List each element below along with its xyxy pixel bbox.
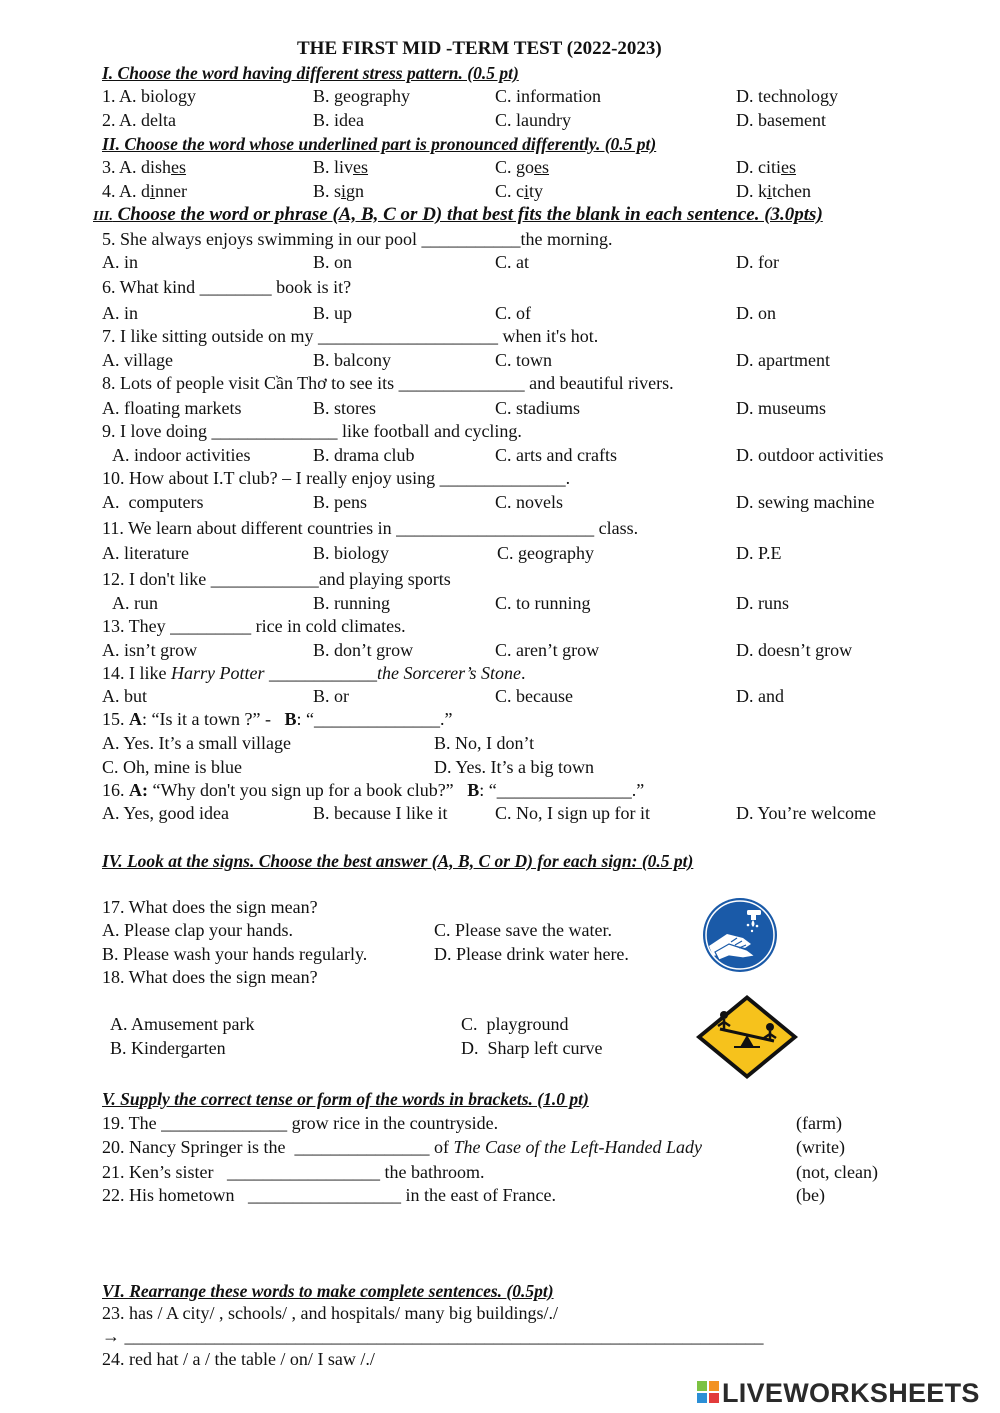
q6-stem: 6. What kind ________ book is it?	[102, 277, 352, 297]
q16-option-c[interactable]: C. No, I sign up for it	[495, 803, 650, 823]
q7-stem: 7. I like sitting outside on my ____________________ when it's hot.	[102, 326, 599, 346]
q8-option-c[interactable]: C. stadiums	[495, 398, 581, 418]
q1-option-b[interactable]: B. geography	[313, 86, 410, 106]
section-4-heading: IV. Look at the signs. Choose the best answer (A, B, C or D) for each sign: (0.5 pt)	[102, 851, 694, 871]
q8-option-a[interactable]: A. floating markets	[102, 398, 242, 418]
q13-option-d[interactable]: D. doesn’t grow	[736, 640, 853, 660]
q15-stem: 15. A: “Is it a town ?” - B: “______________.”	[102, 709, 453, 729]
q10-option-a[interactable]: A. computers	[102, 492, 204, 512]
q13-option-c[interactable]: C. aren’t grow	[495, 640, 600, 660]
q12-option-c[interactable]: C. to running	[495, 593, 591, 613]
liveworksheets-logo	[697, 1378, 980, 1408]
q8-stem: 8. Lots of people visit Cần Thơ to see its ______________ and beautiful rivers.	[102, 373, 674, 393]
q5-option-b[interactable]: B. on	[313, 252, 353, 272]
q15-option-a[interactable]: A. Yes. It’s a small village	[102, 733, 291, 753]
q16-stem: 16. A: “Why don't you sign up for a book club?” B: “_______________.”	[102, 780, 645, 800]
q9-option-c[interactable]: C. arts and crafts	[495, 445, 617, 465]
q18-option-c[interactable]: C. playground	[461, 1014, 569, 1034]
q17-option-b[interactable]: B. Please wash your hands regularly.	[102, 944, 368, 964]
q22-stem: 22. His hometown _________________ in the east of France.	[102, 1185, 556, 1205]
q9-stem: 9. I love doing ______________ like football and cycling.	[102, 421, 522, 441]
q14-option-a[interactable]: A. but	[102, 686, 147, 706]
section-6-heading: VI. Rearrange these words to make complete sentences. (0.5pt)	[102, 1281, 554, 1301]
q17-option-d[interactable]: D. Please drink water here.	[434, 944, 629, 964]
q10-option-d[interactable]: D. sewing machine	[736, 492, 875, 512]
q8-option-d[interactable]: D. museums	[736, 398, 826, 418]
section-5-heading: V. Supply the correct tense or form of the words in brackets. (1.0 pt)	[102, 1089, 589, 1109]
q23-stem: 23. has / A city/ , schools/ , and hospitals/ many big buildings/./	[102, 1303, 558, 1323]
q16-option-a[interactable]: A. Yes, good idea	[102, 803, 230, 823]
q9-option-b[interactable]: B. drama club	[313, 445, 415, 465]
q23-answer-line[interactable]: → _______________________________________________________________________	[102, 1326, 764, 1346]
q10-option-c[interactable]: C. novels	[495, 492, 564, 512]
q15-option-d[interactable]: D. Yes. It’s a big town	[434, 757, 595, 777]
q22-word: (be)	[796, 1185, 825, 1205]
section-1-heading: I. Choose the word having different stress pattern. (0.5 pt)	[102, 63, 519, 83]
q4-option-c[interactable]: C. city	[495, 181, 544, 201]
q14-option-b[interactable]: B. or	[313, 686, 349, 706]
q6-option-b[interactable]: B. up	[313, 303, 353, 323]
q5-option-d[interactable]: D. for	[736, 252, 779, 272]
q16-option-b[interactable]: B. because I like it	[313, 803, 448, 823]
q12-option-b[interactable]: B. running	[313, 593, 391, 613]
q4-option-b[interactable]: B. sign	[313, 181, 365, 201]
q21-word: (not, clean)	[796, 1162, 878, 1182]
q3-option-b[interactable]: B. lives	[313, 157, 369, 177]
q13-option-b[interactable]: B. don’t grow	[313, 640, 414, 660]
q5-stem: 5. She always enjoys swimming in our pool ___________the morning.	[102, 229, 613, 249]
q6-option-d[interactable]: D. on	[736, 303, 776, 323]
seesaw-playground-sign-icon	[694, 993, 800, 1081]
q7-option-b[interactable]: B. balcony	[313, 350, 391, 370]
q4-option-a[interactable]: 4. A. dinner	[102, 181, 188, 201]
q4-option-d[interactable]: D. kitchen	[736, 181, 811, 201]
q1-option-c[interactable]: C. information	[495, 86, 601, 106]
q3-option-d[interactable]: D. cities	[736, 157, 796, 177]
q2-option-b[interactable]: B. idea	[313, 110, 364, 130]
section-3-heading: III. Choose the word or phrase (A, B, C or D) that best fits the blank in each sentence. (3.0pts)	[93, 204, 823, 225]
liveworksheets-logo-text: LIVEWORKSHEETS	[722, 1377, 980, 1408]
q10-option-b[interactable]: B. pens	[313, 492, 367, 512]
q6-option-a[interactable]: A. in	[102, 303, 138, 323]
q2-option-d[interactable]: D. basement	[736, 110, 826, 130]
q11-option-c[interactable]: C. geography	[497, 543, 594, 563]
q20-stem: 20. Nancy Springer is the _______________ of The Case of the Left-Handed Lady	[102, 1137, 702, 1157]
q10-stem: 10. How about I.T club? – I really enjoy using ______________.	[102, 468, 571, 488]
q18-option-a[interactable]: A. Amusement park	[110, 1014, 255, 1034]
q20-word: (write)	[796, 1137, 845, 1157]
q18-stem: 18. What does the sign mean?	[102, 967, 318, 987]
liveworksheets-logo-icon	[697, 1381, 719, 1405]
q17-option-a[interactable]: A. Please clap your hands.	[102, 920, 293, 940]
q2-option-c[interactable]: C. laundry	[495, 110, 571, 130]
q6-option-c[interactable]: C. of	[495, 303, 531, 323]
q11-stem: 11. We learn about different countries in ______________________ class.	[102, 518, 639, 538]
q24-stem: 24. red hat / a / the table / on/ I saw /./	[102, 1349, 375, 1369]
q14-stem: 14. I like Harry Potter ____________the Sorcerer’s Stone.	[102, 663, 526, 683]
q11-option-d[interactable]: D. P.E	[736, 543, 782, 563]
q19-word: (farm)	[796, 1113, 842, 1133]
q13-stem: 13. They _________ rice in cold climates.	[102, 616, 406, 636]
q1-option-a[interactable]: 1. A. biology	[102, 86, 197, 106]
q14-option-d[interactable]: D. and	[736, 686, 784, 706]
q18-option-b[interactable]: B. Kindergarten	[110, 1038, 226, 1058]
q8-option-b[interactable]: B. stores	[313, 398, 376, 418]
q17-stem: 17. What does the sign mean?	[102, 897, 318, 917]
q16-option-d[interactable]: D. You’re welcome	[736, 803, 876, 823]
q5-option-a[interactable]: A. in	[102, 252, 138, 272]
arrow-icon: →	[102, 1326, 120, 1346]
q3-option-c[interactable]: C. goes	[495, 157, 550, 177]
hand-washing-sign-icon	[693, 898, 787, 972]
page-title: THE FIRST MID -TERM TEST (2022-2023)	[297, 38, 662, 59]
q2-option-a[interactable]: 2. A. delta	[102, 110, 176, 130]
q17-option-c[interactable]: C. Please save the water.	[434, 920, 612, 940]
q15-option-c[interactable]: C. Oh, mine is blue	[102, 757, 242, 777]
section-2-heading: II. Choose the word whose underlined part is pronounced differently. (0.5 pt)	[102, 134, 657, 154]
q3-option-a[interactable]: 3. A. dishes	[102, 157, 187, 177]
q7-option-a[interactable]: A. village	[102, 350, 173, 370]
q1-option-d[interactable]: D. technology	[736, 86, 838, 106]
q12-stem: 12. I don't like ____________and playing sports	[102, 569, 451, 589]
q19-stem: 19. The ______________ grow rice in the countryside.	[102, 1113, 499, 1133]
q12-option-a[interactable]: A. run	[112, 593, 158, 613]
q14-option-c[interactable]: C. because	[495, 686, 573, 706]
q18-option-d[interactable]: D. Sharp left curve	[461, 1038, 603, 1058]
q11-option-b[interactable]: B. biology	[313, 543, 390, 563]
q9-option-d[interactable]: D. outdoor activities	[736, 445, 884, 465]
q7-option-d[interactable]: D. apartment	[736, 350, 830, 370]
q21-stem: 21. Ken’s sister _________________ the bathroom.	[102, 1162, 485, 1182]
q15-option-b[interactable]: B. No, I don’t	[434, 733, 535, 753]
q13-option-a[interactable]: A. isn’t grow	[102, 640, 198, 660]
q11-option-a[interactable]: A. literature	[102, 543, 189, 563]
q7-option-c[interactable]: C. town	[495, 350, 553, 370]
q9-option-a[interactable]: A. indoor activities	[112, 445, 251, 465]
q12-option-d[interactable]: D. runs	[736, 593, 789, 613]
q5-option-c[interactable]: C. at	[495, 252, 529, 272]
